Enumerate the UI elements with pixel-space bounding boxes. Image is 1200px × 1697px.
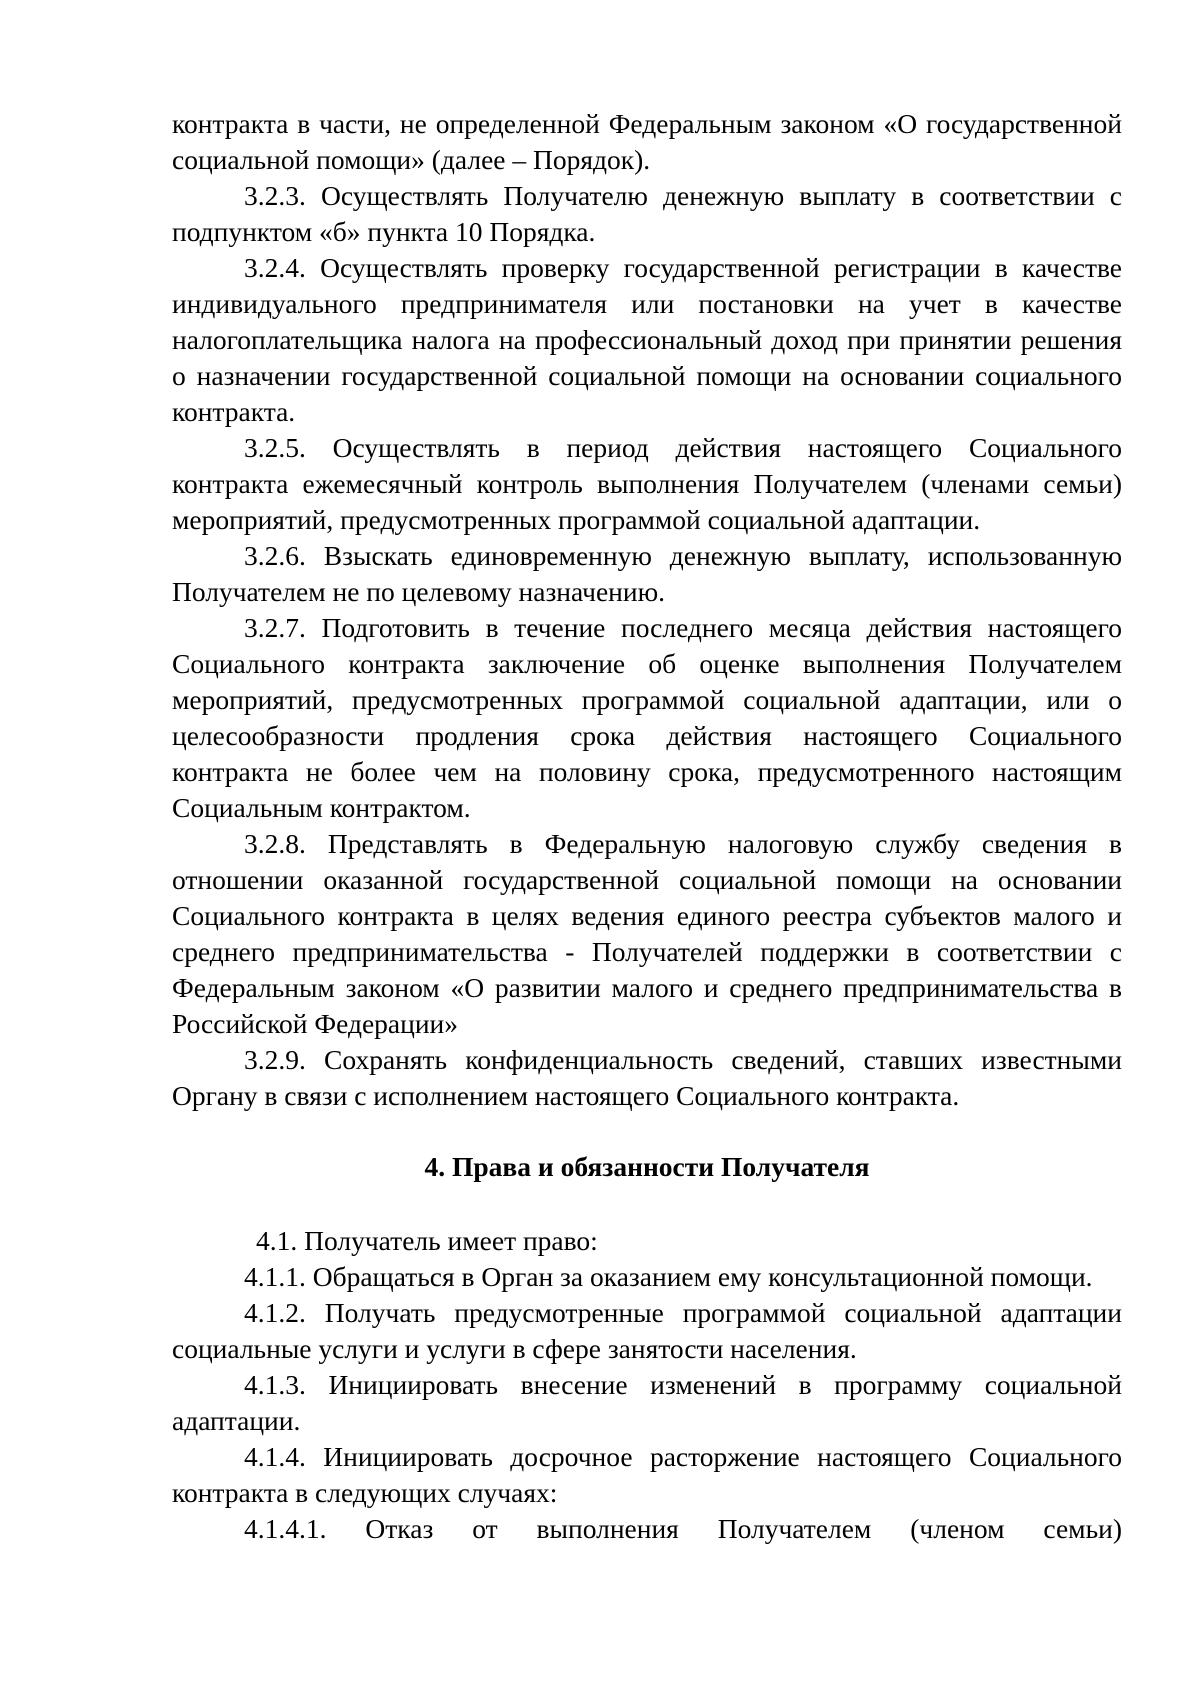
paragraph-4-1-4: 4.1.4. Инициировать досрочное расторжение настоящего Социального контракта в следующих случаях: xyxy=(172,1441,1122,1508)
paragraph-4-1-1: 4.1.1. Обращаться в Орган за оказанием ему консультационной помощи. xyxy=(244,1261,1093,1292)
document-page xyxy=(172,106,1122,1547)
paragraph-3-2-5: 3.2.5. Осуществлять в период действия настоящего Социального контракта ежемесячный контроль выполнения Получателем (членами семьи) мероприятий, предусмотренных программой социальной адаптации. xyxy=(172,432,1122,535)
section-heading: 4. Права и обязанности Получателя xyxy=(424,1151,870,1182)
paragraph-4-1: 4.1. Получатель имеет право: xyxy=(256,1225,598,1256)
paragraph-3-2-6: 3.2.6. Взыскать единовременную денежную выплату, использованную Получателем не по целевому назначению. xyxy=(172,540,1122,607)
paragraph-3-2-3: 3.2.3. Осуществлять Получателю денежную выплату в соответствии с подпунктом «б» пункта 10 Порядка. xyxy=(172,180,1122,247)
paragraph-4-1-2: 4.1.2. Получать предусмотренные программой социальной адаптации социальные услуги и услуги в сфере занятости населения. xyxy=(172,1297,1122,1364)
paragraph-3-2-9: 3.2.9. Сохранять конфиденциальность сведений, ставших известными Органу в связи с исполнением настоящего Социального контракта. xyxy=(172,1044,1122,1111)
paragraph-3-2-4: 3.2.4. Осуществлять проверку государственной регистрации в качестве индивидуального предпринимателя или постановки на учет в качестве налогоплательщика налога на профессиональный доход при принятии решения о назначении государственной социальной помощи на основании социального контракта. xyxy=(172,252,1122,427)
paragraph-3-2-7: 3.2.7. Подготовить в течение последнего месяца действия настоящего Социального контракта заключение об оценке выполнения Получателем мероприятий, предусмотренных программой социальной адаптации, или о целесообразности продления срока действия настоящего Социального контракта не более чем на половину срока, предусмотренного настоящим Социальным контрактом. xyxy=(172,612,1122,823)
paragraph-4-1-3: 4.1.3. Инициировать внесение изменений в программу социальной адаптации. xyxy=(172,1369,1122,1436)
paragraph-continuation: контракта в части, не определенной Федеральным законом «О государственной социальной помощи» (далее – Порядок). xyxy=(172,108,1122,175)
paragraph-4-1-4-1: 4.1.4.1. Отказ от выполнения Получателем (членом семьи) xyxy=(244,1513,1122,1544)
paragraph-3-2-8: 3.2.8. Представлять в Федеральную налоговую службу сведения в отношении оказанной государственной социальной помощи на основании Социального контракта в целях ведения единого реестра субъектов малого и среднего предпринимательства - Получателей поддержки в соответствии с Федеральным законом «О развитии малого и среднего предпринимательства в Российской Федерации» xyxy=(172,828,1122,1039)
